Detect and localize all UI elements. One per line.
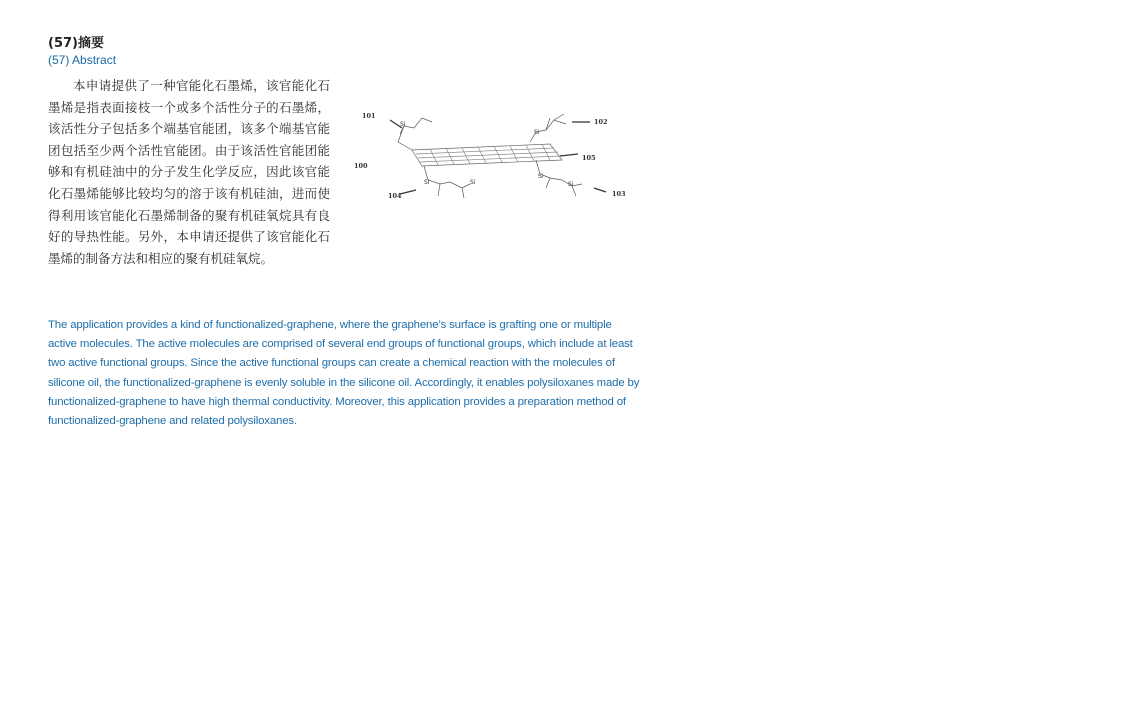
label-102: 102 [594,118,608,126]
svg-text:Si: Si [538,173,544,180]
abstract-heading-cn: (57)摘要 [48,36,104,51]
abstract-heading-en: (57) Abstract [48,53,117,67]
graphene-structure-diagram [350,104,640,208]
svg-text:Si: Si [534,129,540,136]
svg-text:Si: Si [424,179,430,186]
svg-text:Si: Si [568,181,574,188]
abstract-text-en: The application provides a kind of functionalized-graphene, where the graphene’s surface is grafting one or multiple active molecules. The active molecules are comprised of several end groups of functional groups, which include at least two active functional groups. Since the active functional groups can create a chemical reaction with the molecules of silicone oil, the functionalized-graphene is evenly soluble in the silicone oil. Accordingly, it enables polysiloxanes made by functionalized-graphene to have high thermal conductivity. Moreover, this application provides a preparation method of functionalized-graphene and related polysiloxanes. [48,319,640,428]
label-103: 103 [612,190,626,198]
label-104: 104 [388,192,402,200]
label-101: 101 [362,112,376,120]
graphene-structure-figure [350,104,640,208]
svg-text:Si: Si [400,121,406,128]
label-100: 100 [354,162,368,170]
abstract-text-cn: 本申请提供了一种官能化石墨烯，该官能化石墨烯是指表面接枝一个或多个活性分子的石墨烯，该活性分子包括多个端基官能团，该多个端基官能团包括至少两个活性官能团。由于该活性官能团能够和有机硅油中的分子发生化学反应，因此该官能化石墨烯能够比较均匀的溶于该有机硅油，进而使得利用该官能化石墨烯制备的聚有机硅氧烷具有良好的导热性能。另外，本申请还提供了该官能化石墨烯的制备方法和相应的聚有机硅氧烷。 [48,78,330,266]
svg-text:Si: Si [470,179,476,186]
label-105: 105 [582,154,596,162]
